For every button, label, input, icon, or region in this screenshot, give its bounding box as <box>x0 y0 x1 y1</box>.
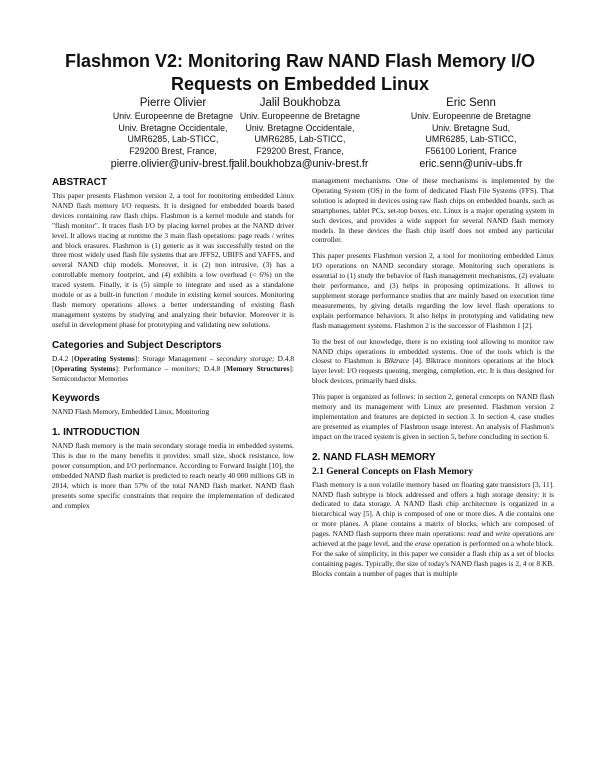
author-name: Pierre Olivier <box>139 97 207 109</box>
author-affiliation: F29200 Brest, France, <box>256 145 344 156</box>
author-affiliation: Univ. Europeenne de Bretagne <box>239 111 361 121</box>
author-affiliation: F56100 Lorient, France <box>425 145 517 156</box>
author-affiliation: Univ. Europeenne de Bretagne <box>112 111 234 121</box>
section-2-1-heading: 2.1 General Concepts on Flash Memory <box>312 466 473 477</box>
intro-heading: 1. INTRODUCTION <box>52 427 140 439</box>
paragraph: This paper presents Flashmon version 2, a tool for monitoring embedded Linux I/O operations on NAND secondary storage. Monitoring such operations is essential to (1) study the behavior of flash management mechanisms, (2) evaluate their performance, and (3) helps in proposing optimizations. It allows to supplement storage performance studies that are mainly based on execution time measurements, by giving details regarding the low level flash operations to explain performance behaviors. It also helps in prototyping and validating new flash management systems. Flashmon 2 is the successor of Flashmon 1 [2]. <box>312 251 554 330</box>
author-affiliation: UMR6285, Lab-STICC, <box>254 134 346 144</box>
categories-heading: Categories and Subject Descriptors <box>52 339 222 351</box>
paragraph: This paper is organized as follows: in section 2, general concepts on NAND flash memory and its management with Linux are presented. Flashmon version 2 implementation and features are depicted in section 3. In section 4, case studies are presented as examples of Flashmon usage interest. An analysis of Flashmon's impact on the traced system is given in section 5, before concluding in section 6. <box>312 392 554 441</box>
author-block-3 <box>378 96 564 171</box>
author-name: Eric Senn <box>446 97 496 109</box>
author-affiliation: Univ. Bretagne Occidentale, <box>118 122 228 133</box>
author-block-2 <box>207 96 393 171</box>
paragraph: management mechanisms. One of these mechanisms is implemented by the Operating System (OS) in the form of dedicated Flash File Systems (FFS). That solution is adopted in devices using raw flash chips on embedded boards, such as smartphones, tablet PCs, set-top boxes, etc. Linux is a major operating system in such devices, and provides a wide support for several NAND flash memory models. In these devices the flash chip itself does not embed any particular controller. <box>312 176 554 245</box>
author-affiliation: UMR6285, Lab-STICC, <box>425 134 517 144</box>
abstract-heading: ABSTRACT <box>52 177 107 188</box>
author-affiliation: Univ. Bretagne Occidentale, <box>245 122 355 133</box>
paragraph: Flash memory is a non volatile memory based on floating gate transistors [3, 11]. NAND flash subtype is block addressed and offers a high storage density: it is dedicated to data storage. A NAND flash chip architecture is organized in a hierarchical way [5]. A chip is composed of one or more dies. A die contains one or more planes. A plane contains a matrix of blocks, which are composed of pages. NAND flash supports three main operations: read and write operations are achieved at the page level, and the erase operation is performed on a whole block. For the sake of simplicity, in this paper we consider a flash chip as a set of blocks containing pages. Typically, the size of today's NAND flash pages is 2, 4 or 8 KB. Blocks contain a number of pages that is multiple <box>312 479 555 578</box>
author-email: pierre.olivier@univ-brest.fr <box>110 158 236 170</box>
abstract-text: This paper presents Flashmon version 2, a tool for monitoring embedded Linux NAND flash memory I/O requests. It is designed for embedded boards based devices containing raw flash chips. Flashmon is a kernel module and stands for "flash monitor". It traces flash I/O by placing kernel probes at the NAND driver level. It allows tracing at runtime the 3 main flash operations: page reads / writes and block erasures. Flashmon is (1) generic as it was successfully tested on the three most widely used flash file systems that are JFFS2, UBIFS and YAFFS, and several NAND chip models. Moreover, it is (2) non intrusive, (3) has a controllable memory footprint, and (4) exhibits a low overhead (< 6%) on the traced system. Finally, it is (5) simple to integrate and used as a standalone module or as a built-in function / module in existing kernel sources. Monitoring flash memory operations allows a better understanding of existing flash management systems by studying and analyzing their behavior. Moreover it is useful in development phase for prototyping and validating new solutions. <box>52 191 294 329</box>
keywords-heading: Keywords <box>52 393 100 405</box>
author-affiliation: F29200 Brest, France, <box>129 145 217 156</box>
author-name: Jalil Boukhobza <box>259 97 341 109</box>
paragraph: To the best of our knowledge, there is no existing tool allowing to monitor raw NAND chips operations in embedded systems. One of the tools which is the closest to Flashmon is Blktrace [4]. Blktrace monitors operations at the block layer level: I/O requests queuing, merging, completion, etc. It is thus designed for block devices, primarily hard disks. <box>312 336 554 386</box>
left-column <box>52 176 294 517</box>
right-column <box>312 176 554 585</box>
author-email: jalil.boukhobza@univ-brest.fr <box>231 158 369 170</box>
section-2-heading: 2. NAND FLASH MEMORY <box>312 451 436 463</box>
author-affiliation: Univ. Bretagne Sud, <box>431 122 511 133</box>
intro-text: NAND flash memory is the main secondary storage media in embedded systems. This is due to the many benefits it provides: small size, shock resistance, low power consumption, and I/O performance. According to Forward Insight [10], the embedded NAND flash market is predicted to reach nearly 40 000 millions GB in 2014, which is more than 57% of the total NAND flash market. NAND flash presents some specific constraints that require the implementation of dedicated and complex <box>52 441 294 510</box>
author-email: eric.senn@univ-ubs.fr <box>419 158 523 170</box>
paper-title-line-2: Requests on Embedded Linux <box>170 74 430 94</box>
categories-text: D.4.2 [Operating Systems]: Storage Management – secondary storage; D.4.8 [Operating Systems]: Performance – monitors; D.4.8 [Memory Structures]: Semiconductor Memories <box>52 353 295 383</box>
author-affiliation: Univ. Europeenne de Bretagne <box>410 111 532 121</box>
keywords-text: NAND Flash Memory, Embedded Linux, Monitoring <box>52 407 210 417</box>
paper-title-line-1: Flashmon V2: Monitoring Raw NAND Flash Memory I/O <box>64 51 536 71</box>
author-affiliation: UMR6285, Lab-STICC, <box>127 134 219 144</box>
